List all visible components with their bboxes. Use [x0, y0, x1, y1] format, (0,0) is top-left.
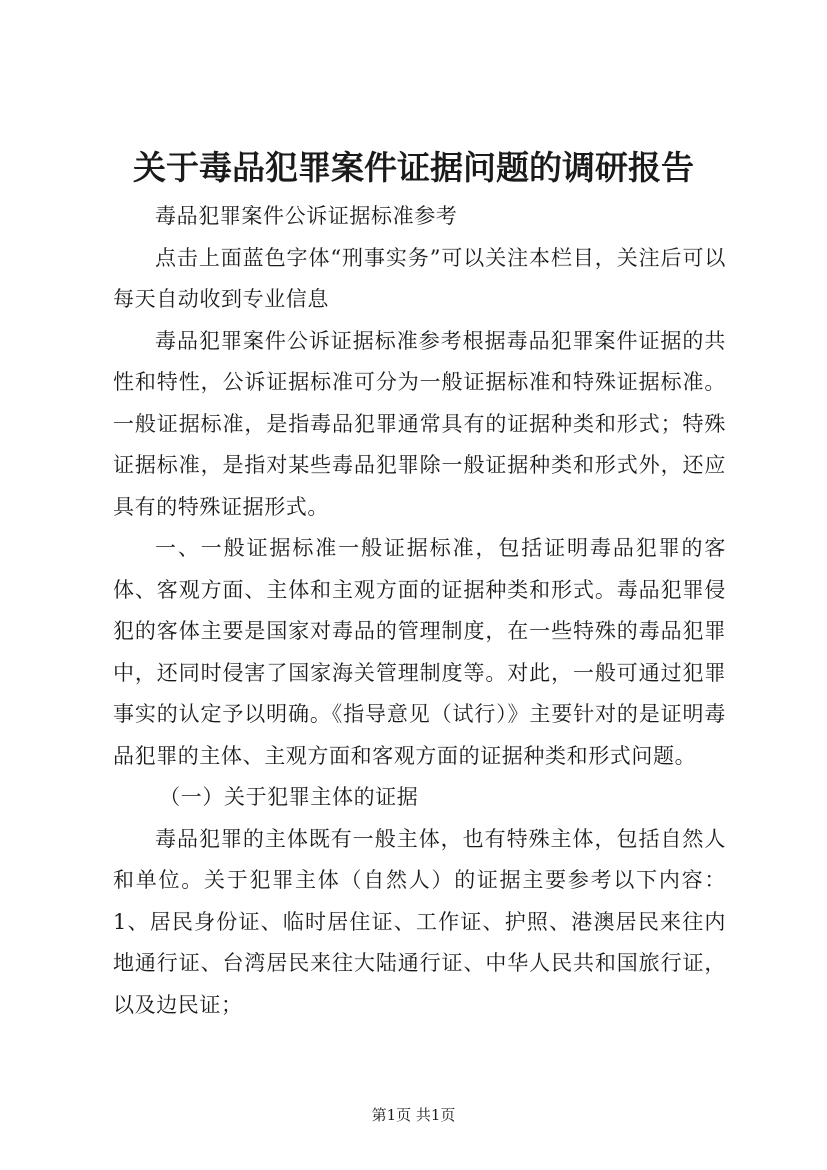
paragraph-subject-evidence: 毒品犯罪的主体既有一般主体，也有特殊主体，包括自然人和单位。关于犯罪主体（自然人）的证据主要参考以下内容：1、居民身份证、临时居住证、工作证、护照、港澳居民来往内地通行证、台湾居民来往大陆通行证、中华人民共和国旅行证，以及边民证；: [113, 826, 726, 1017]
paragraph-subtitle: 毒品犯罪案件公诉证据标准参考: [155, 204, 458, 228]
paragraph-intro: 毒品犯罪案件公诉证据标准参考根据毒品犯罪案件证据的共性和特性，公诉证据标准可分为一般证据标准和特殊证据标准。一般证据标准，是指毒品犯罪通常具有的证据种类和形式；特殊证据标准，是指对某些毒品犯罪除一般证据种类和形式外，还应具有的特殊证据形式。: [113, 328, 726, 519]
document-title: 关于毒品犯罪案件证据问题的调研报告: [133, 148, 694, 187]
document-body: [113, 196, 726, 1026]
paragraph-follow-notice: 点击上面蓝色字体“刑事实务”可以关注本栏目，关注后可以每天自动收到专业信息: [113, 245, 726, 311]
page-number-footer: 第1页 共1页: [371, 1106, 456, 1124]
paragraph-general-standard: 一、一般证据标准一般证据标准，包括证明毒品犯罪的客体、客观方面、主体和主观方面的证据种类和形式。毒品犯罪侵犯的客体主要是国家对毒品的管理制度，在一些特殊的毒品犯罪中，还同时侵害了国家海关管理制度等。对此，一般可通过犯罪事实的认定予以明确。《指导意见（试行）》主要针对的是证明毒品犯罪的主体、主观方面和客观方面的证据种类和形式问题。: [113, 536, 726, 768]
section-heading-subject-evidence: （一）关于犯罪主体的证据: [159, 785, 419, 809]
